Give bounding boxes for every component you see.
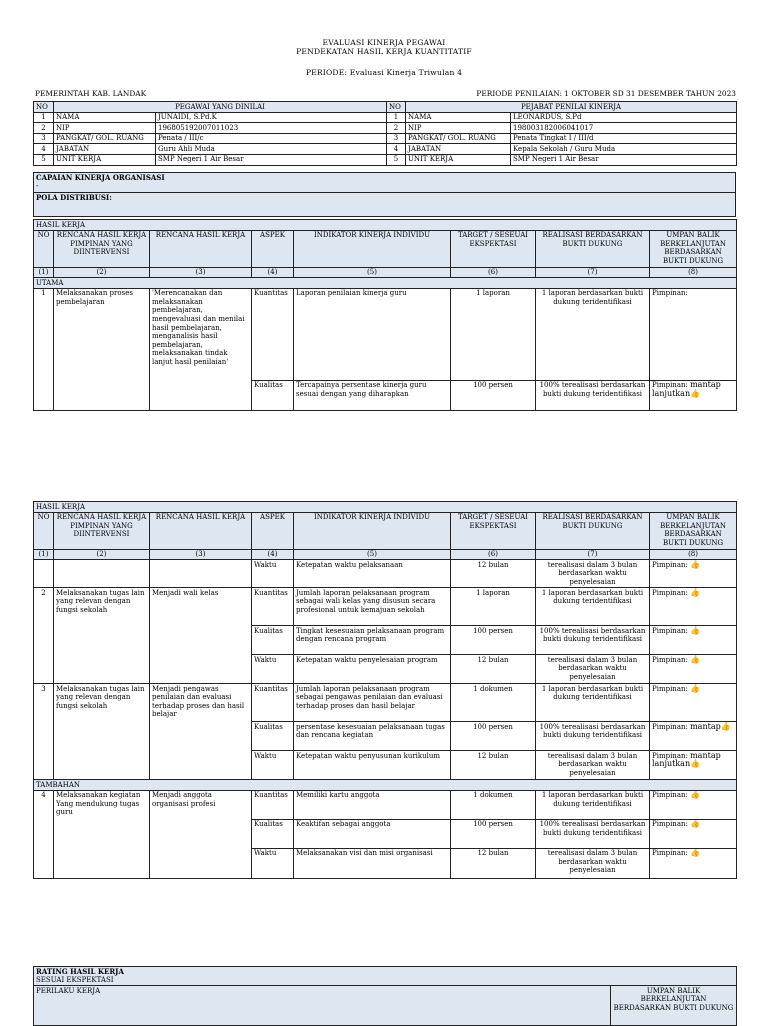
row-label2: UNIT KERJA [406, 154, 511, 165]
row-label2: JABATAN [406, 144, 511, 155]
col-no2: NO [387, 102, 406, 113]
row-no: 1 [34, 112, 54, 123]
umpan-handwritten: 👍 [690, 654, 701, 664]
num-7: (7) [536, 267, 650, 278]
umpan-label: Pimpinan: [652, 751, 688, 760]
aspek: Kualitas [252, 722, 294, 751]
hk-col-pimpinan: RENCANA HASIL KERJA PIMPINAN YANG DIINTERVENSI [54, 512, 150, 549]
umpan-handwritten: 👍 [690, 683, 701, 693]
umpan-balik [650, 626, 737, 655]
target: 1 laporan [451, 288, 536, 380]
aspek: Waktu [252, 655, 294, 684]
table-row [34, 588, 737, 626]
row-label2: PANGKAT/ GOL. RUANG [406, 133, 511, 144]
indikator: Tercapainya persentase kinerja guru sesuai dengan yang diharapkan [294, 380, 451, 410]
hk-col-aspek: ASPEK [252, 512, 294, 549]
realisasi: 1 laporan berdasarkan bukti dukung teridentifikasi [536, 588, 650, 626]
pegawai-pangkat: Penata / III/c [156, 133, 387, 144]
hasil-kerja-header-row [34, 512, 737, 549]
hk-col-indikator: INDIKATOR KINERJA INDIVIDU [294, 230, 451, 267]
umpan-handwritten: mantap lanjutkan👍 [652, 380, 721, 398]
num-7: (7) [536, 549, 650, 560]
capaian-title: CAPAIAN KINERJA ORGANISASI [36, 172, 165, 182]
indikator: Ketepatan waktu penyusunan kurikulum [294, 751, 451, 780]
table-row [34, 288, 737, 380]
hk-col-realisasi: REALISASI BERDASARKAN BUKTI DUKUNG [536, 512, 650, 549]
realisasi: 1 laporan berdasarkan bukti dukung teridentifikasi [536, 790, 650, 819]
umpan-balik [650, 790, 737, 819]
hk-col-indikator: INDIKATOR KINERJA INDIVIDU [294, 512, 451, 549]
umpan-balik [650, 684, 737, 722]
rating-title: RATING HASIL KERJA [36, 966, 124, 976]
target: 12 bulan [451, 560, 536, 588]
identity-row [34, 144, 737, 155]
row-label: PANGKAT/ GOL. RUANG [54, 133, 156, 144]
aspek: Kualitas [252, 626, 294, 655]
doc-title: EVALUASI KINERJA PEGAWAI [322, 38, 446, 47]
row-no2: 1 [387, 112, 406, 123]
hk-col-target: TARGET / SESEUAI EKSPEKTASI [451, 230, 536, 267]
umpan-label: Pimpinan: [652, 820, 688, 829]
hk-number-row [34, 549, 737, 560]
num-4: (4) [252, 549, 294, 560]
umpan-handwritten: 👍 [690, 559, 701, 569]
identity-header-row [34, 102, 737, 113]
pegawai-nip: 196805192007011023 [156, 123, 387, 134]
rencana-pimpinan: Melaksanakan kegiatan Yang mendukung tugas guru [54, 790, 150, 878]
hk-col-no: NO [34, 512, 54, 549]
row-no: 4 [34, 790, 54, 878]
row-label: JABATAN [54, 144, 156, 155]
instansi-label: PEMERINTAH KAB. LANDAK [35, 89, 147, 98]
tambahan-label: TAMBAHAN [34, 780, 737, 791]
umpan-label: Pimpinan: [652, 655, 688, 664]
indikator: Tingkat kesesuaian pelaksanaan program dengan rencana program [294, 626, 451, 655]
umpan-handwritten: 👍 [690, 819, 701, 829]
hk-col-realisasi: REALISASI BERDASARKAN BUKTI DUKUNG [536, 230, 650, 267]
row-no: 2 [34, 588, 54, 684]
hk-col-no: NO [34, 230, 54, 267]
umpan-label: Pimpinan: [652, 381, 688, 390]
num-1: (1) [34, 549, 54, 560]
umpan-balik [650, 560, 737, 588]
umpan-balik [650, 751, 737, 780]
num-1: (1) [34, 267, 54, 278]
identity-row [34, 112, 737, 123]
pegawai-nama: JUNAIDI, S.Pd.K [156, 112, 387, 123]
rating-value: SESUAI EKSPEKTASI [36, 976, 114, 985]
target: 100 persen [451, 722, 536, 751]
pejabat-nama: LEONARDUS, S.Pd [511, 112, 737, 123]
rating-table [33, 966, 737, 1026]
pejabat-unit: SMP Negeri 1 Air Besar [511, 154, 737, 165]
hasil-kerja-table-2 [33, 501, 737, 879]
capaian-cell [34, 173, 736, 193]
umpan-label: Pimpinan: [652, 560, 688, 569]
umpan-label: Pimpinan: [652, 626, 688, 635]
indikator: Jumlah laporan pelaksanaan program sebagai pengawas penilaian dan evaluasi terhadap proses dan hasil belajar [294, 684, 451, 722]
umpan-balik [650, 848, 737, 878]
umpan-balik [650, 588, 737, 626]
num-5: (5) [294, 267, 451, 278]
pejabat-jabatan: Kepala Sekolah / Guru Muda [511, 144, 737, 155]
identity-row [34, 154, 737, 165]
pola-title: POLA DISTRIBUSI: [36, 192, 112, 202]
aspek: Kualitas [252, 819, 294, 848]
row-no2: 3 [387, 133, 406, 144]
indikator: persentase kesesuaian pelaksanaan tugas dan rencana kegiatan [294, 722, 451, 751]
row-label: NAMA [54, 112, 156, 123]
indikator: Jumlah laporan pelaksanaan program sebagai wali kelas yang disusun secara profesional untuk kemajuan sekolah [294, 588, 451, 626]
target: 1 laporan [451, 588, 536, 626]
umpan-label: Pimpinan: [652, 722, 688, 731]
rencana-pimpinan: Melaksanakan tugas lain yang relevan dengan fungsi sekolah [54, 588, 150, 684]
doc-period: PERIODE: Evaluasi Kinerja Triwulan 4 [305, 68, 463, 77]
row-label: UNIT KERJA [54, 154, 156, 165]
pegawai-jabatan: Guru Ahli Muda [156, 144, 387, 155]
perilaku-umpan-header: UMPAN BALIK BERKELANJUTAN BERDASARKAN BUKTI DUKUNG [611, 986, 737, 1026]
indikator: Melaksanakan visi dan misi organisasi [294, 848, 451, 878]
num-8: (8) [650, 549, 737, 560]
realisasi: 100% terealisasi berdasarkan bukti dukung teridentifikasi [536, 626, 650, 655]
utama-label: UTAMA [34, 278, 737, 289]
hasil-kerja-table-1 [33, 219, 737, 411]
umpan-label: Pimpinan: [652, 588, 688, 597]
row-no2: 5 [387, 154, 406, 165]
table-row [34, 684, 737, 722]
aspek: Waktu [252, 848, 294, 878]
col-pejabat: PEJABAT PENILAI KINERJA [406, 102, 737, 113]
identity-row [34, 133, 737, 144]
num-5: (5) [294, 549, 451, 560]
realisasi: 1 laporan berdasarkan bukti dukung teridentifikasi [536, 288, 650, 380]
hk-col-umpan: UMPAN BALIK BERKELANJUTAN BERDASARKAN BUKTI DUKUNG [650, 230, 737, 267]
capaian-table [33, 172, 736, 217]
umpan-handwritten: mantap lanjutkan👍 [652, 750, 721, 769]
periode-penilaian: PERIODE PENILAIAN: 1 OKTOBER SD 31 DESEMBER TAHUN 2023 [476, 89, 736, 98]
umpan-label: Pimpinan: [652, 289, 688, 298]
umpan-balik [650, 655, 737, 684]
hk-number-row [34, 267, 737, 278]
hasil-kerja-title: HASIL KERJA [34, 220, 737, 231]
identity-row [34, 123, 737, 134]
doc-subtitle: PENDEKATAN HASIL KERJA KUANTITATIF [296, 47, 472, 56]
num-3: (3) [150, 267, 252, 278]
table-row [34, 560, 737, 588]
aspek: Kuantitas [252, 790, 294, 819]
hasil-kerja-header-row [34, 230, 737, 267]
umpan-label: Pimpinan: [652, 684, 688, 693]
row-no: 4 [34, 144, 54, 155]
aspek: Waktu [252, 751, 294, 780]
row-no: 3 [34, 684, 54, 780]
target: 12 bulan [451, 848, 536, 878]
pola-cell [34, 193, 736, 217]
row-label2: NIP [406, 123, 511, 134]
realisasi: 100% terealisasi berdasarkan bukti dukung teridentifikasi [536, 380, 650, 410]
hk-col-target: TARGET / SESEUAI EKSPEKTASI [451, 512, 536, 549]
umpan-handwritten: 👍 [690, 848, 701, 858]
num-4: (4) [252, 267, 294, 278]
realisasi: 1 laporan berdasarkan bukti dukung teridentifikasi [536, 684, 650, 722]
col-pegawai: PEGAWAI YANG DINILAI [54, 102, 387, 113]
realisasi: 100% terealisasi berdasarkan bukti dukung teridentifikasi [536, 722, 650, 751]
umpan-balik [650, 380, 737, 410]
target: 12 bulan [451, 655, 536, 684]
num-3: (3) [150, 549, 252, 560]
row-label: NIP [54, 123, 156, 134]
rencana-hasil-kerja: Menjadi pengawas penilaian dan evaluasi terhadap proses dan hasil belajar [150, 684, 252, 780]
rencana-hasil-kerja: 'Merencanakan dan melaksanakan pembelajaran, mengevaluasi dan menilai hasil pembelajaran, menganalisis hasil pembelajaran, melaksanakan tindak lanjut hasil penilaian' [150, 288, 252, 410]
umpan-handwritten: 👍 [690, 790, 701, 800]
umpan-handwritten: mantap👍 [690, 721, 731, 731]
target: 100 persen [451, 819, 536, 848]
hk-col-pimpinan: RENCANA HASIL KERJA PIMPINAN YANG DIINTERVENSI [54, 230, 150, 267]
empty-cell [150, 560, 252, 588]
identity-table [33, 101, 737, 166]
num-8: (8) [650, 267, 737, 278]
target: 1 dokumen [451, 684, 536, 722]
capaian-value: - [36, 182, 39, 191]
rencana-pimpinan: Melaksanakan proses pembelajaran [54, 288, 150, 410]
table-row [34, 790, 737, 819]
aspek: Kualitas [252, 380, 294, 410]
empty-cell [34, 560, 54, 588]
indikator: Laporan penilaian kinerja guru [294, 288, 451, 380]
rating-cell [34, 967, 737, 986]
indikator: Keaktifan sebagai anggota [294, 819, 451, 848]
umpan-balik [650, 819, 737, 848]
aspek: Kuantitas [252, 288, 294, 380]
perilaku-kerja-label: PERILAKU KERJA [34, 986, 611, 1026]
realisasi: terealisasi dalam 3 bulan berdasarkan waktu penyelesaian [536, 655, 650, 684]
empty-cell [54, 560, 150, 588]
col-no: NO [34, 102, 54, 113]
hk-col-aspek: ASPEK [252, 230, 294, 267]
row-no: 1 [34, 288, 54, 410]
hk-col-rencana: RENCANA HASIL KERJA [150, 512, 252, 549]
realisasi: terealisasi dalam 3 bulan berdasarkan waktu penyelesaian [536, 848, 650, 878]
row-no: 5 [34, 154, 54, 165]
pejabat-pangkat: Penata Tingkat I / III/d [511, 133, 737, 144]
target: 100 persen [451, 626, 536, 655]
num-2: (2) [54, 549, 150, 560]
row-label2: NAMA [406, 112, 511, 123]
rencana-pimpinan: Melaksanakan tugas lain yang relevan dengan fungsi sekolah [54, 684, 150, 780]
target: 12 bulan [451, 751, 536, 780]
num-6: (6) [451, 549, 536, 560]
aspek: Kuantitas [252, 684, 294, 722]
hk-col-umpan: UMPAN BALIK BERKELANJUTAN BERDASARKAN BUKTI DUKUNG [650, 512, 737, 549]
rencana-hasil-kerja: Menjadi anggota organisasi profesi [150, 790, 252, 878]
umpan-handwritten: 👍 [690, 587, 701, 597]
umpan-label: Pimpinan: [652, 791, 688, 800]
rencana-hasil-kerja: Menjadi wali kelas [150, 588, 252, 684]
row-no2: 4 [387, 144, 406, 155]
target: 100 persen [451, 380, 536, 410]
num-2: (2) [54, 267, 150, 278]
row-no: 3 [34, 133, 54, 144]
pegawai-unit: SMP Negeri 1 Air Besar [156, 154, 387, 165]
target: 1 dokumen [451, 790, 536, 819]
num-6: (6) [451, 267, 536, 278]
realisasi: 100% terealisasi berdasarkan bukti dukung teridentifikasi [536, 819, 650, 848]
aspek: Kuantitas [252, 588, 294, 626]
umpan-balik [650, 722, 737, 751]
realisasi: terealisasi dalam 3 bulan berdasarkan waktu penyelesaian [536, 560, 650, 588]
pejabat-nip: 198003182006041017 [511, 123, 737, 134]
aspek: Waktu [252, 560, 294, 588]
row-no: 2 [34, 123, 54, 134]
indikator: Memiliki kartu anggota [294, 790, 451, 819]
hk-col-rencana: RENCANA HASIL KERJA [150, 230, 252, 267]
umpan-handwritten: 👍 [690, 625, 701, 635]
row-no2: 2 [387, 123, 406, 134]
umpan-balik [650, 288, 737, 380]
realisasi: terealisasi dalam 3 bulan berdasarkan waktu penyelesaian [536, 751, 650, 780]
indikator: Ketepatan waktu pelaksanaan [294, 560, 451, 588]
hasil-kerja-title: HASIL KERJA [34, 502, 737, 513]
indikator: Ketepatan waktu penyelesaian program [294, 655, 451, 684]
umpan-label: Pimpinan: [652, 849, 688, 858]
